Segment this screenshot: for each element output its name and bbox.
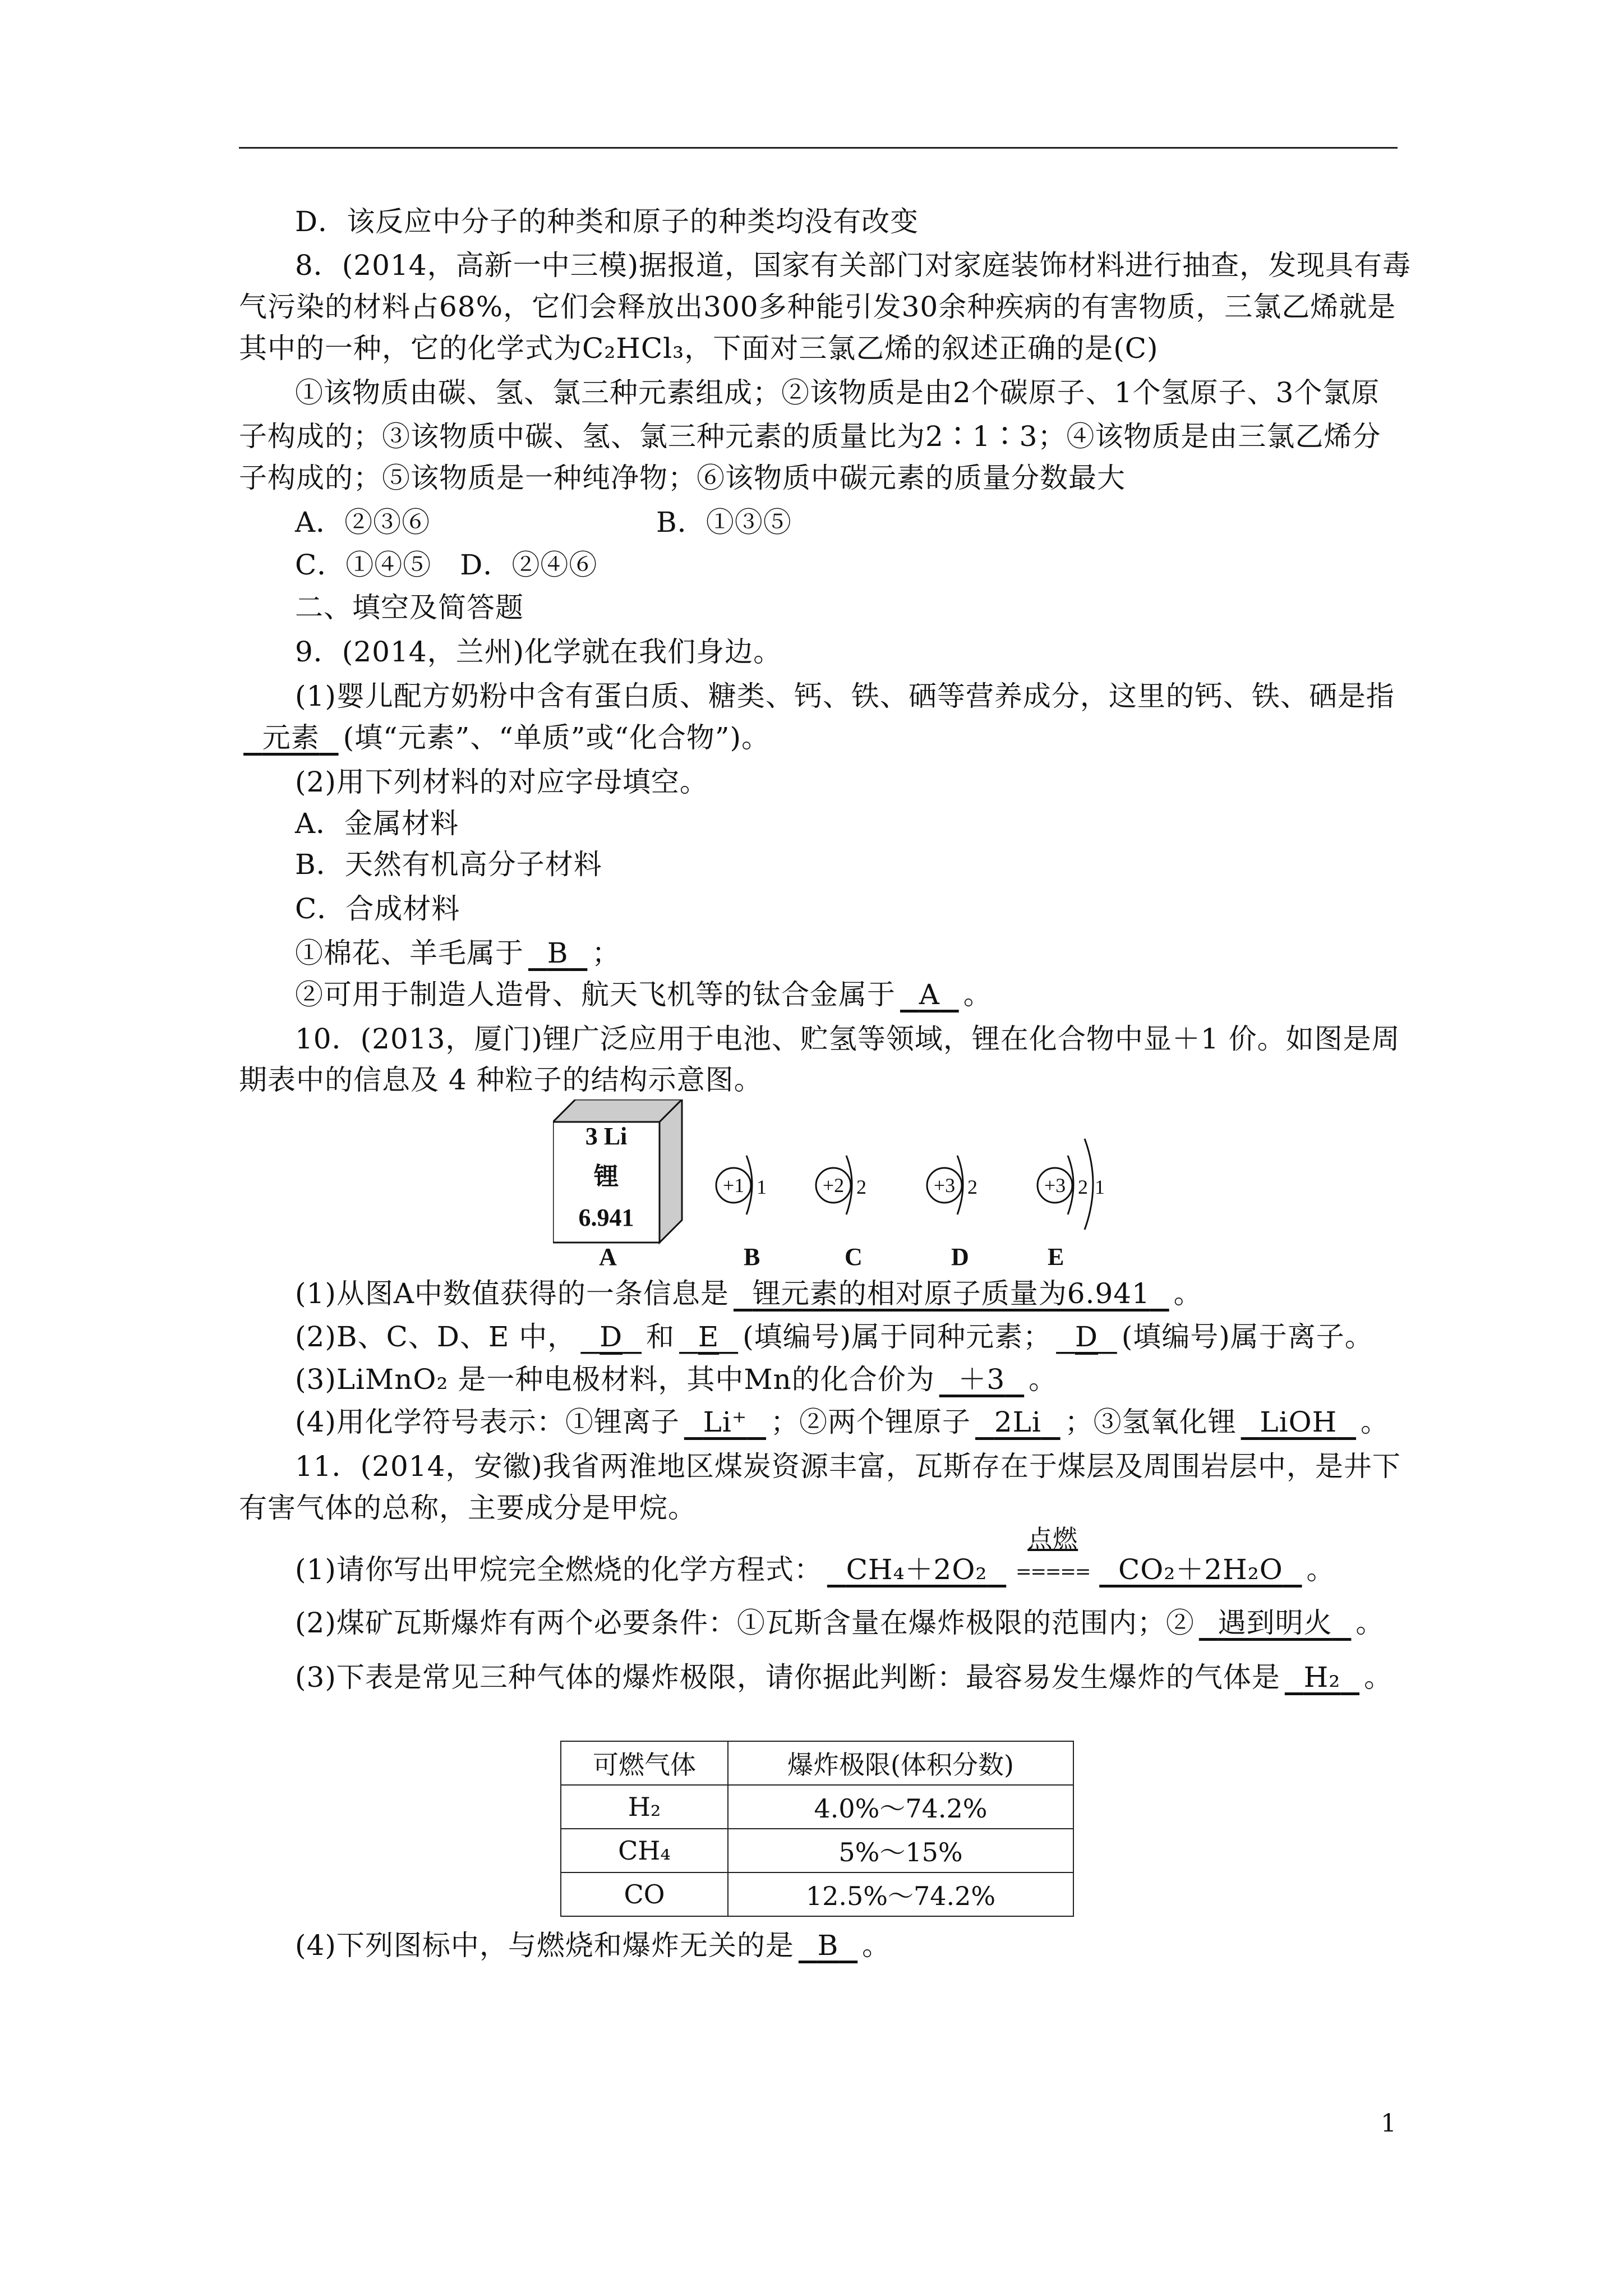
table-header-row <box>561 1741 1073 1785</box>
answer-blank: Li⁺ <box>703 1406 748 1438</box>
q8-option-cd: C．①④⑤ D．②④⑥ <box>295 549 598 581</box>
q7-option-d: D．该反应中分子的种类和原子的种类均没有改变 <box>295 205 919 238</box>
label-d: D <box>951 1243 969 1271</box>
table-row <box>561 1829 1073 1872</box>
element-name: 锂 <box>594 1163 619 1190</box>
nucleus-e: +3 <box>1044 1174 1066 1197</box>
nucleus-c: +2 <box>822 1174 845 1197</box>
answer-blank: H₂ <box>1303 1661 1341 1694</box>
q9-sub1 <box>295 932 620 974</box>
q9-sub2 <box>295 973 992 1016</box>
q10-part4 <box>295 1401 1389 1443</box>
option-b: B．天然有机高分子材料 <box>295 848 602 881</box>
q8-option-b: B．①③⑤ <box>656 506 792 539</box>
q8-option-a: A．②③⑥ <box>295 506 431 539</box>
text: (4)用化学符号表示：①锂离子 <box>295 1406 680 1438</box>
text: (2)B、C、D、E 中， <box>295 1320 577 1353</box>
answer-blank: 锂元素的相对原子质量为6.941 <box>752 1277 1150 1310</box>
text: ②可用于制造人造骨、航天飞机等的钛合金属于 <box>295 978 896 1011</box>
answer-blank: LiOH <box>1260 1406 1338 1438</box>
q8-line: 子构成的；③该物质中碳、氢、氯三种元素的质量比为2∶1∶3；④该物质是由三氯乙烯分 <box>239 420 1381 453</box>
nucleus-d: +3 <box>933 1174 956 1197</box>
text: (填“元素”、“单质”或“化合物”)。 <box>343 721 770 754</box>
text: (4)下列图标中，与燃烧和爆炸无关的是 <box>295 1929 794 1962</box>
text: ；③氢氧化锂 <box>1064 1406 1237 1438</box>
q10-line: 期表中的信息及 4 种粒子的结构示意图。 <box>239 1064 763 1096</box>
q8-line: 其中的一种，它的化学式为C₂HCl₃，下面对三氯乙烯的叙述正确的是(C) <box>239 332 1159 365</box>
q11-part4 <box>295 1924 891 1967</box>
label-a: A <box>599 1243 617 1271</box>
reaction-arrow <box>1011 1525 1095 1583</box>
table-cell: CH₄ <box>561 1829 728 1872</box>
header-rule <box>239 147 1398 149</box>
table-cell: 5%～15% <box>728 1829 1073 1872</box>
q10-part3 <box>295 1358 1057 1401</box>
q8-line: 8．(2014，高新一中三模)据报道，国家有关部门对家庭装饰材料进行抽查，发现具有毒 <box>295 249 1412 282</box>
label-e: E <box>1048 1243 1064 1271</box>
q10-line: 10．(2013，厦门)锂广泛应用于电池、贮氢等领域，锂在化合物中显＋1 价。如图是周 <box>295 1023 1400 1055</box>
answer-blank: CH₄＋2O₂ <box>846 1553 988 1586</box>
atomic-mass: 6.941 <box>578 1204 634 1231</box>
text: 和 <box>646 1320 675 1353</box>
equals-sign: ===== <box>1015 1561 1090 1583</box>
q11-line: 11．(2014，安徽)我省两淮地区煤炭资源丰富，瓦斯存在于煤层及周围岩层中，是井下 <box>295 1450 1401 1483</box>
shell-d: 2 <box>967 1176 978 1198</box>
q8-line: 气污染的材料占68%，它们会释放出300多种能引发30余种疾病的有害物质，三氯乙烯就是 <box>239 291 1396 323</box>
shell-e1: 2 <box>1078 1176 1088 1198</box>
q9-part2: (2)用下列材料的对应字母填空。 <box>295 766 708 798</box>
table-row <box>561 1872 1073 1916</box>
label-c: C <box>845 1243 863 1271</box>
label-b: B <box>744 1243 760 1271</box>
table-header: 可燃气体 <box>561 1741 728 1785</box>
answer-blank: D <box>600 1320 623 1353</box>
q11-part3 <box>295 1656 1393 1699</box>
nucleus-b: +1 <box>722 1174 745 1197</box>
text: ；②两个锂原子 <box>771 1406 971 1438</box>
table-cell: CO <box>561 1872 728 1916</box>
answer-blank: CO₂＋2H₂O <box>1118 1553 1283 1586</box>
text: (填编号)属于同种元素； <box>743 1320 1052 1353</box>
q11-line: 有害气体的总称，主要成分是甲烷。 <box>239 1492 697 1524</box>
page-number: 1 <box>1381 2109 1396 2138</box>
text: ①棉花、羊毛属于 <box>295 937 524 969</box>
text: 。 <box>1029 1363 1058 1396</box>
answer-blank: E <box>698 1320 720 1353</box>
atomic-number-symbol: 3 Li <box>585 1122 628 1150</box>
text: 。 <box>1361 1406 1390 1438</box>
q10-part1 <box>295 1272 1202 1315</box>
answer-blank: 遇到明火 <box>1218 1607 1332 1639</box>
option-a: A．金属材料 <box>295 807 459 840</box>
answer-blank: A <box>919 978 940 1011</box>
table-cell: 12.5%～74.2% <box>728 1872 1073 1916</box>
periodic-cell-and-atom-diagrams <box>553 1099 1181 1262</box>
text: 。 <box>1173 1277 1202 1310</box>
section-heading: 二、填空及简答题 <box>295 591 524 624</box>
lithium-figure <box>553 1099 1181 1271</box>
table-header: 爆炸极限(体积分数) <box>728 1741 1073 1785</box>
text: (1)请你写出甲烷完全燃烧的化学方程式： <box>295 1553 823 1586</box>
table-cell: 4.0%～74.2% <box>728 1785 1073 1829</box>
q11-part2 <box>295 1602 1384 1644</box>
q9-part1-cont <box>239 716 770 759</box>
text: (1)从图A中数值获得的一条信息是 <box>295 1277 729 1310</box>
q9-title: 9．(2014，兰州)化学就在我们身边。 <box>295 636 782 668</box>
answer-blank: 元素 <box>262 721 320 754</box>
text: (3)LiMnO₂ 是一种电极材料，其中Mn的化合价为 <box>295 1363 935 1396</box>
reaction-condition: 点燃 <box>1027 1525 1078 1553</box>
text: 。 <box>1306 1553 1335 1586</box>
table-cell: H₂ <box>561 1785 728 1829</box>
text: ； <box>592 937 621 969</box>
explosion-limit-table <box>560 1741 1074 1917</box>
text: 。 <box>963 978 992 1011</box>
q10-part2 <box>295 1315 1373 1358</box>
shell-c: 2 <box>856 1176 866 1198</box>
q8-line: 子构成的；⑤该物质是一种纯净物；⑥该物质中碳元素的质量分数最大 <box>239 462 1126 494</box>
answer-blank: D <box>1075 1320 1098 1353</box>
option-c: C．合成材料 <box>295 892 460 925</box>
shell-b: 1 <box>757 1176 767 1198</box>
table-row <box>561 1785 1073 1829</box>
shell-e2: 1 <box>1095 1176 1105 1198</box>
answer-blank: B <box>817 1929 839 1962</box>
answer-blank: 2Li <box>994 1406 1041 1438</box>
text: 。 <box>1364 1661 1393 1694</box>
text: (填编号)属于离子。 <box>1121 1320 1373 1353</box>
text: (2)煤矿瓦斯爆炸有两个必要条件：①瓦斯含量在爆炸极限的范围内；② <box>295 1607 1195 1639</box>
text: (3)下表是常见三种气体的爆炸极限，请你据此判断：最容易发生爆炸的气体是 <box>295 1661 1280 1694</box>
text: 。 <box>1355 1607 1385 1639</box>
answer-blank: B <box>547 937 569 969</box>
q11-part1 <box>295 1525 1335 1591</box>
answer-blank: ＋3 <box>958 1363 1006 1396</box>
text: 。 <box>862 1929 891 1962</box>
q8-line: ①该物质由碳、氢、氯三种元素组成；②该物质是由2个碳原子、1个氢原子、3个氯原 <box>295 376 1380 409</box>
q9-part1: (1)婴儿配方奶粉中含有蛋白质、糖类、钙、铁、硒等营养成分，这里的钙、铁、硒是指 <box>295 680 1395 712</box>
